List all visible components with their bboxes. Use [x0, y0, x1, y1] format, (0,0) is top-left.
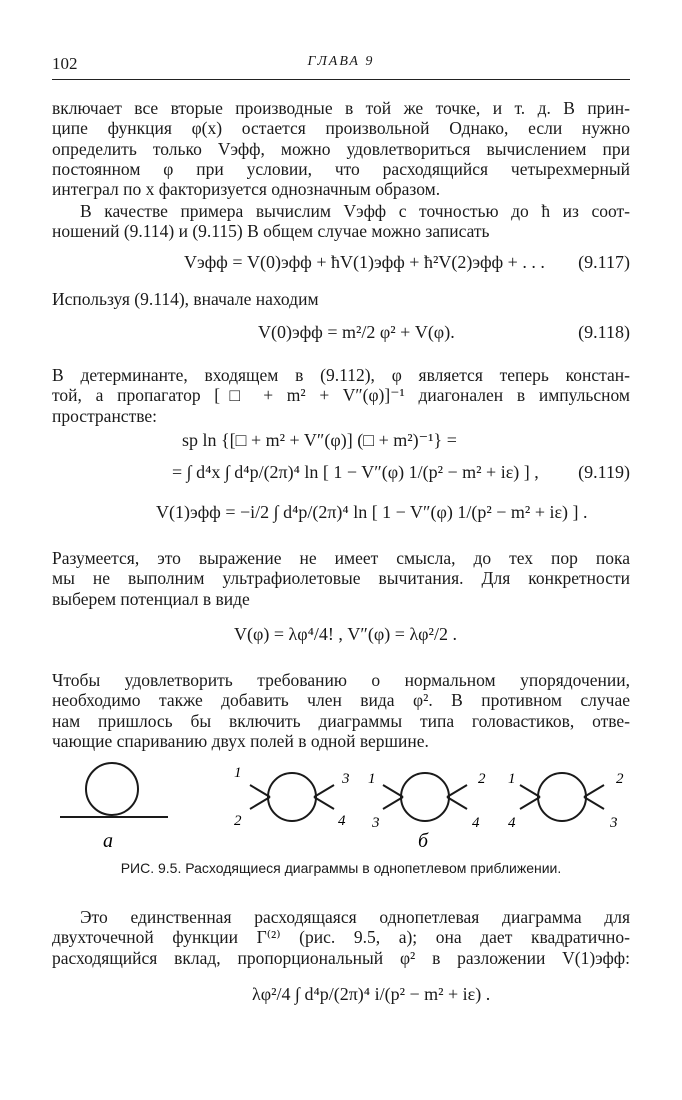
paragraph-6 [52, 670, 630, 751]
page-number: 102 [52, 54, 78, 73]
diagram2-label-3: 3 [372, 815, 380, 831]
equation-9-119 [52, 430, 630, 540]
text-line: В детерминанте, входящем в (9.112), φ является теперь констан- [52, 365, 630, 385]
figure-label-b: б [418, 830, 429, 852]
equation-line-2: = ∫ d⁴x ∫ d⁴p/(2π)⁴ ln [ 1 − V″(φ) 1/(p² − m² + iε) ] , [172, 462, 539, 482]
text-line: ципе функция φ(x) остается произвольной Однако, если нужно [52, 118, 630, 139]
equation-9-117 [52, 252, 630, 282]
text-line: необходимо также добавить член вида φ². В противном случае [52, 690, 630, 711]
diagram3-label-1: 1 [508, 771, 516, 787]
paragraph-4 [52, 365, 630, 426]
text-line: той, а пропагатор [□ + m² + V″(φ)]⁻¹ диагонален в импульсном [52, 385, 630, 406]
diagram2-label-4: 4 [472, 815, 480, 831]
chapter-title: ГЛАВА 9 [307, 54, 375, 69]
diagram2-label-2: 2 [478, 771, 486, 787]
equation-body: Vэфф = V(0)эфф + ħV(1)эфф + ħ²V(2)эфф + . . . [184, 252, 545, 272]
loop-circle [538, 773, 586, 821]
text-line: чающие спариванию двух полей в одной вершине. [52, 730, 429, 751]
loop-circle [268, 773, 316, 821]
equation-final [52, 984, 630, 1014]
paragraph-7 [52, 907, 630, 968]
fish-diagram-2 [383, 773, 467, 821]
text-line: постоянном φ при условии, что расходящийся четырехмерный [52, 158, 630, 179]
paragraph-5 [52, 548, 630, 609]
diagram2-label-1: 1 [368, 771, 376, 787]
text-line: интеграл по x факторизуется однозначным образом. [52, 179, 441, 200]
text-line: определить только Vэфф, можно удовлетвориться вычислением при [52, 138, 630, 159]
paragraph-2 [52, 201, 630, 242]
leg-2 [250, 797, 270, 809]
text-line: расходящийся вклад, пропорциональный φ² в разложении V(1)эфф: [52, 947, 630, 968]
diagram1-label-1: 1 [234, 765, 242, 781]
equation-potential [52, 624, 630, 654]
paragraph-1 [52, 98, 630, 199]
text-line: пространстве: [52, 405, 158, 426]
equation-tag: (9.119) [578, 462, 630, 482]
diagram3-label-2: 2 [616, 771, 624, 787]
text-line: ношений (9.114) и (9.115) В общем случае можно записать [52, 221, 490, 242]
leg-1 [383, 785, 403, 797]
leg-4 [314, 797, 334, 809]
loop-circle [401, 773, 449, 821]
leg-1 [520, 785, 540, 797]
caption-number: РИС. 9.5. [120, 860, 182, 876]
text-line: двухточечной функции Γ⁽²⁾ (рис. 9.5, а); она дает квадратично- [52, 927, 630, 948]
leg-3 [584, 785, 604, 797]
diagram1-label-4: 4 [338, 813, 346, 829]
equation-tag: (9.117) [578, 252, 630, 272]
equation-body: V(0)эфф = m²/2 φ² + V(φ). [258, 322, 455, 342]
caption-text: Расходящиеся диаграммы в однопетлевом приближении. [185, 860, 562, 876]
equation-9-118 [52, 322, 630, 352]
text-line: Это единственная расходящаяся однопетлевая диаграмма для [80, 907, 630, 927]
equation-body: λφ²/4 ∫ d⁴p/(2π)⁴ i/(p² − m² + iε) . [252, 984, 491, 1004]
fish-diagram-1 [250, 773, 334, 821]
header-rule [52, 79, 630, 80]
text-line: нам пришлось бы включить диаграммы типа головастиков, отве- [52, 710, 630, 731]
tadpole-diagram [60, 763, 168, 817]
text-line: включает все вторые производные в той же точке, и т. д. В прин- [52, 98, 630, 118]
leg-3 [314, 785, 334, 797]
equation-line-1: sp ln {[□ + m² + V″(φ)] (□ + m²)⁻¹} = [182, 430, 457, 450]
text-line: Используя (9.114), вначале находим [52, 289, 319, 309]
diagram3-label-3: 3 [610, 815, 618, 831]
diagram3-label-4: 4 [508, 815, 516, 831]
equation-body: V(φ) = λφ⁴/4! , V″(φ) = λφ²/2 . [234, 624, 457, 644]
leg-2 [383, 797, 403, 809]
diagram1-label-3: 3 [342, 771, 350, 787]
figure-label-a: a [103, 830, 113, 852]
leg-2 [520, 797, 540, 809]
text-line: выберем потенциал в виде [52, 588, 250, 609]
page-header [52, 54, 630, 78]
equation-line-3: V(1)эфф = −i/2 ∫ d⁴p/(2π)⁴ ln [ 1 − V″(φ) 1/(p² − m² + iε) ] . [156, 502, 588, 522]
text-line: Разумеется, это выражение не имеет смысла, до тех пор пока [52, 548, 630, 568]
equation-tag: (9.118) [578, 322, 630, 342]
fish-diagram-3 [520, 773, 604, 821]
text-line: мы не выполним ультрафиолетовые вычитания. Для конкретности [52, 568, 630, 589]
leg-3 [447, 785, 467, 797]
text-line: В качестве примера вычислим Vэфф с точностью до ħ из соот- [80, 201, 630, 221]
figure-caption [52, 860, 630, 876]
text-line: Чтобы удовлетворить требованию о нормальном упорядочении, [52, 670, 630, 690]
leg-1 [250, 785, 270, 797]
leg-4 [584, 797, 604, 809]
paragraph-3 [52, 289, 630, 309]
figure-9-5 [0, 755, 682, 855]
leg-4 [447, 797, 467, 809]
diagram1-label-2: 2 [234, 813, 242, 829]
loop-circle [86, 763, 138, 815]
